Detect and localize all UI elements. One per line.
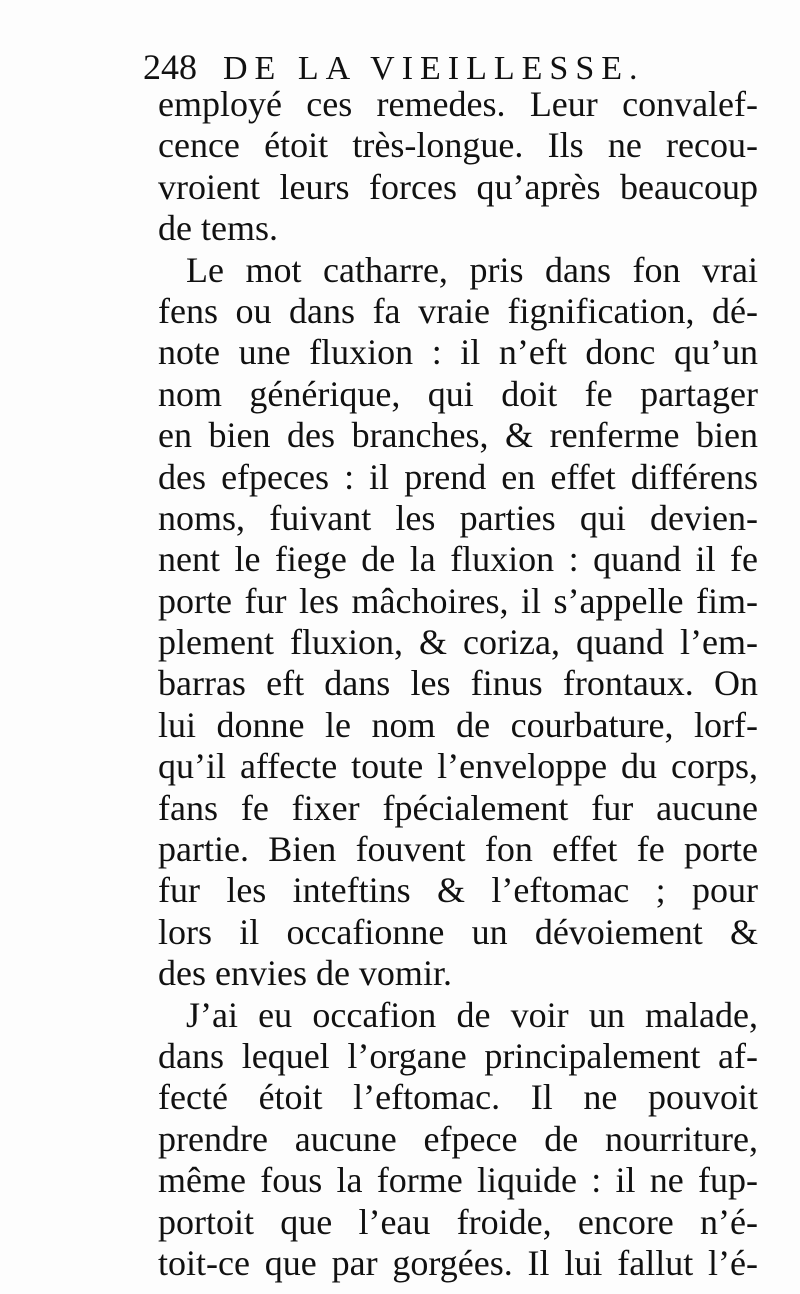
text-line: fur les inteftins & l’eftomac ; pour (158, 870, 758, 911)
running-title: DE LA VIEILLESSE. (223, 50, 645, 87)
text-line: qu’il affecte toute l’enveloppe du corps, (158, 746, 758, 787)
page-number: 248 (143, 47, 197, 87)
text-line: porte fur les mâchoires, il s’appelle fim- (158, 580, 758, 621)
text-line: de tems. (158, 208, 278, 249)
text-line: fans fe fixer fpécialement fur aucune (158, 787, 758, 828)
text-line: prendre aucune efpece de nourriture, (158, 1118, 758, 1159)
text-line: employé ces remedes. Leur convalef- (158, 84, 758, 124)
text-line: même fous la forme liquide : il ne fup- (158, 1160, 758, 1201)
text-line: partie. Bien fouvent fon effet fe porte (158, 829, 758, 870)
text-line: dans lequel l’organe principalement af- (158, 1035, 758, 1076)
text-line: noms, fuivant les parties qui devien- (158, 497, 758, 538)
text-line: nom générique, qui doit fe partager (158, 373, 758, 414)
body-text (158, 84, 758, 1284)
text-line: vroient leurs forces qu’après beaucoup (158, 166, 758, 207)
text-line: cence étoit très-longue. Ils ne recou- (158, 125, 758, 166)
text-line: lui donne le nom de courbature, lorf- (158, 704, 758, 745)
text-line: fecté étoit l’eftomac. Il ne pouvoit (158, 1077, 758, 1118)
text-line: portoit que l’eau froide, encore n’é- (158, 1201, 758, 1242)
text-line: Le mot catharre, pris dans fon vrai (186, 249, 758, 290)
text-line: plement fluxion, & coriza, quand l’em- (158, 622, 758, 663)
text-line: toit-ce que par gorgées. Il lui fallut l’é- (158, 1242, 758, 1283)
text-line: barras eft dans les finus frontaux. On (158, 663, 758, 704)
text-line: nent le fiege de la fluxion : quand il fe (158, 539, 758, 580)
text-line: fens ou dans fa vraie fignification, dé- (158, 290, 758, 331)
text-line: des efpeces : il prend en effet différens (158, 456, 758, 497)
text-line: lors il occafionne un dévoiement & (158, 911, 758, 952)
text-line: note une fluxion : il n’eft donc qu’un (158, 332, 758, 373)
text-line: des envies de vomir. (158, 953, 452, 994)
text-line: J’ai eu occafion de voir un malade, (186, 994, 758, 1035)
text-line: en bien des branches, & renferme bien (158, 415, 758, 456)
